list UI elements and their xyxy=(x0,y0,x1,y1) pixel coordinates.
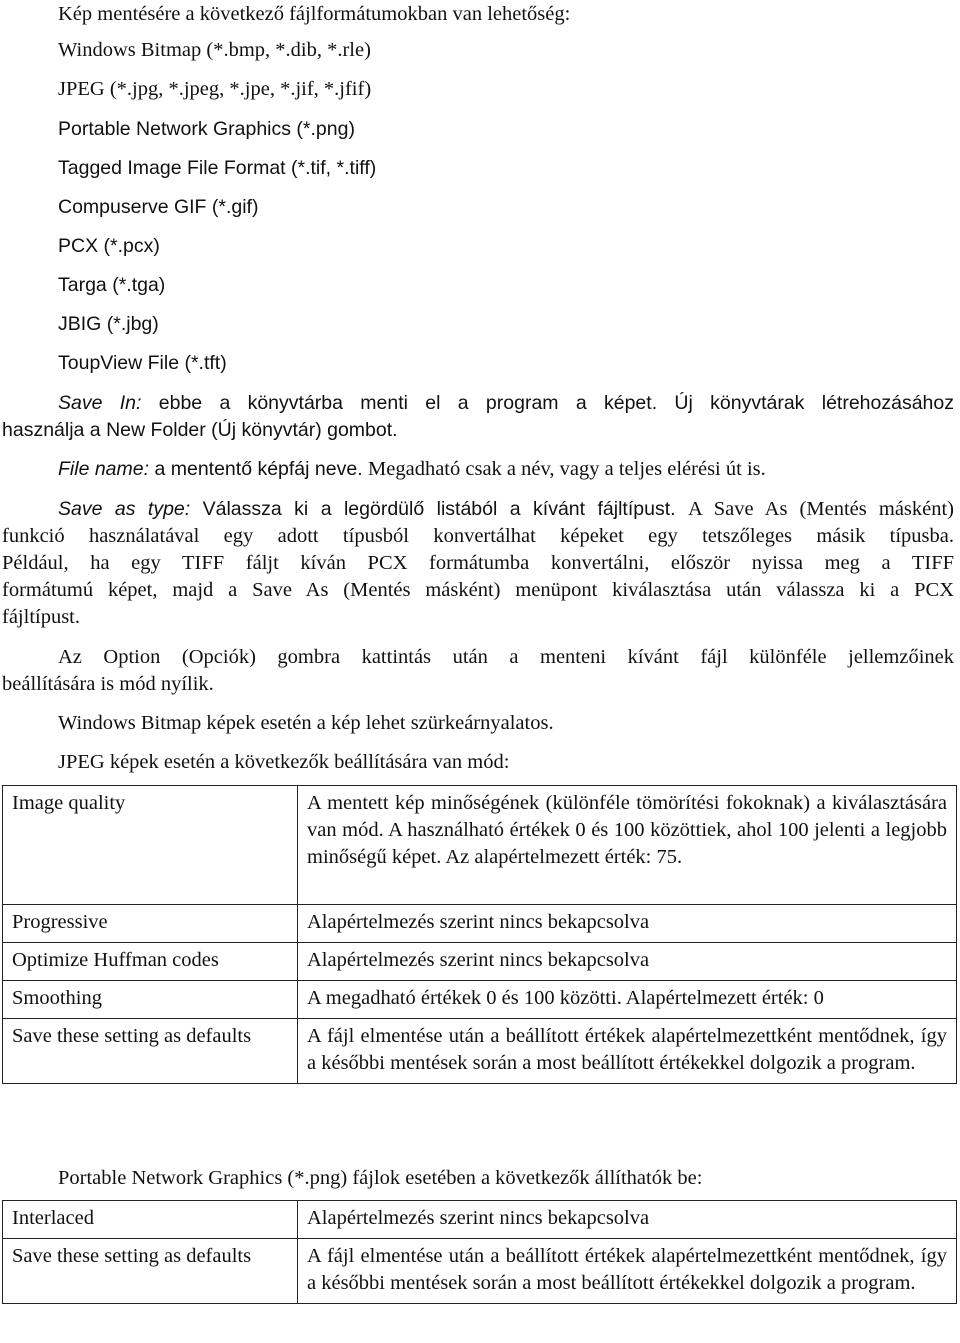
format-item: Compuserve GIF (*.gif) xyxy=(58,196,259,218)
png-intro: Portable Network Graphics (*.png) fájlok esetében a következők állíthatók be: xyxy=(58,1167,703,1189)
save-as-type-line: formátumú képet, majd a Save As (Mentés másként) menüpont kiválasztása után válassza ki a PCX xyxy=(2,579,954,601)
save-as-type-paragraph xyxy=(58,496,954,523)
option-paragraph-cont: beállítására is mód nyílik. xyxy=(2,673,214,695)
option-description: A megadható értékek 0 és 100 közötti. Alapértelmezett érték: 0 xyxy=(298,981,957,1019)
save-in-paragraph xyxy=(58,390,954,417)
option-name: Progressive xyxy=(3,905,298,943)
format-item: Targa (*.tga) xyxy=(58,274,166,296)
option-description: Alapértelmezés szerint nincs bekapcsolva xyxy=(298,943,957,981)
option-name: Save these setting as defaults xyxy=(3,1019,298,1084)
table-row xyxy=(3,1201,957,1239)
format-item: Portable Network Graphics (*.png) xyxy=(58,118,355,140)
option-name: Image quality xyxy=(3,786,298,905)
option-name: Save these setting as defaults xyxy=(3,1239,298,1304)
option-description: A fájl elmentése után a beállított értékek alapértelmezettként mentődnek, így a későbbi mentések során a most beállított értékekkel dolgozik a program. xyxy=(298,1239,957,1304)
file-name-text-b: Megadható csak a név, vagy a teljes elérési út is. xyxy=(368,458,766,480)
bitmap-note: Windows Bitmap képek esetén a kép lehet szürkeárnyalatos. xyxy=(58,712,554,734)
table-row xyxy=(3,905,957,943)
format-item: PCX (*.pcx) xyxy=(58,235,160,257)
table-row xyxy=(3,1239,957,1304)
option-description: Alapértelmezés szerint nincs bekapcsolva xyxy=(298,1201,957,1239)
png-options-table xyxy=(2,1200,957,1304)
file-name-text: a mententő képfáj neve. xyxy=(154,458,363,480)
format-item: Windows Bitmap (*.bmp, *.dib, *.rle) xyxy=(58,39,371,61)
save-as-type-line: funkció használatával egy adott típusból konvertálhat képeket egy tetszőleges másik típusba. xyxy=(2,525,954,547)
format-item: JPEG (*.jpg, *.jpeg, *.jpe, *.jif, *.jfif) xyxy=(58,78,372,100)
jpeg-intro: JPEG képek esetén a következők beállítására van mód: xyxy=(58,751,510,773)
save-as-type-text-b: A Save As (Mentés másként) xyxy=(687,498,955,520)
option-description: A mentett kép minőségének (különféle tömörítési fokoknak) a kiválasztására van mód. A használható értékek 0 és 100 közöttiek, ahol 100 jelenti a legjobb minőségű képet. Az alapértelmezett érték: 75. xyxy=(298,786,957,905)
file-name-paragraph xyxy=(58,456,766,483)
table-row xyxy=(3,943,957,981)
jpeg-options-table xyxy=(2,785,957,1084)
option-description: Alapértelmezés szerint nincs bekapcsolva xyxy=(298,905,957,943)
table-row xyxy=(3,786,957,905)
save-in-term: Save In: xyxy=(58,392,142,414)
save-as-type-term: Save as type: xyxy=(58,498,191,520)
intro-text: Kép mentésére a következő fájlformátumokban van lehetőség: xyxy=(58,3,571,25)
save-in-text-cont: használja a New Folder (Új könyvtár) gombot. xyxy=(2,419,398,441)
option-paragraph: Az Option (Opciók) gombra kattintás után a menteni kívánt fájl különféle jellemzőinek xyxy=(58,646,954,668)
save-as-type-text: Válassza ki a legördülő listából a kívánt fájltípust. xyxy=(202,498,676,520)
option-name: Interlaced xyxy=(3,1201,298,1239)
format-item: ToupView File (*.tft) xyxy=(58,352,227,374)
table-row xyxy=(3,981,957,1019)
option-name: Smoothing xyxy=(3,981,298,1019)
save-as-type-line: Például, ha egy TIFF fáljt kíván PCX formátumba konvertálni, először nyissa meg a TIFF xyxy=(2,552,954,574)
save-as-type-line: fájltípust. xyxy=(2,606,81,628)
option-description: A fájl elmentése után a beállított értékek alapértelmezettként mentődnek, így a későbbi mentések során a most beállított értékekkel dolgozik a program. xyxy=(298,1019,957,1084)
file-name-term: File name: xyxy=(58,458,150,480)
format-item: JBIG (*.jbg) xyxy=(58,313,159,335)
save-in-text: ebbe a könyvtárba menti el a program a képet. Új könyvtárak létrehozásához xyxy=(158,392,954,414)
format-item: Tagged Image File Format (*.tif, *.tiff) xyxy=(58,157,377,179)
table-row xyxy=(3,1019,957,1084)
option-name: Optimize Huffman codes xyxy=(3,943,298,981)
